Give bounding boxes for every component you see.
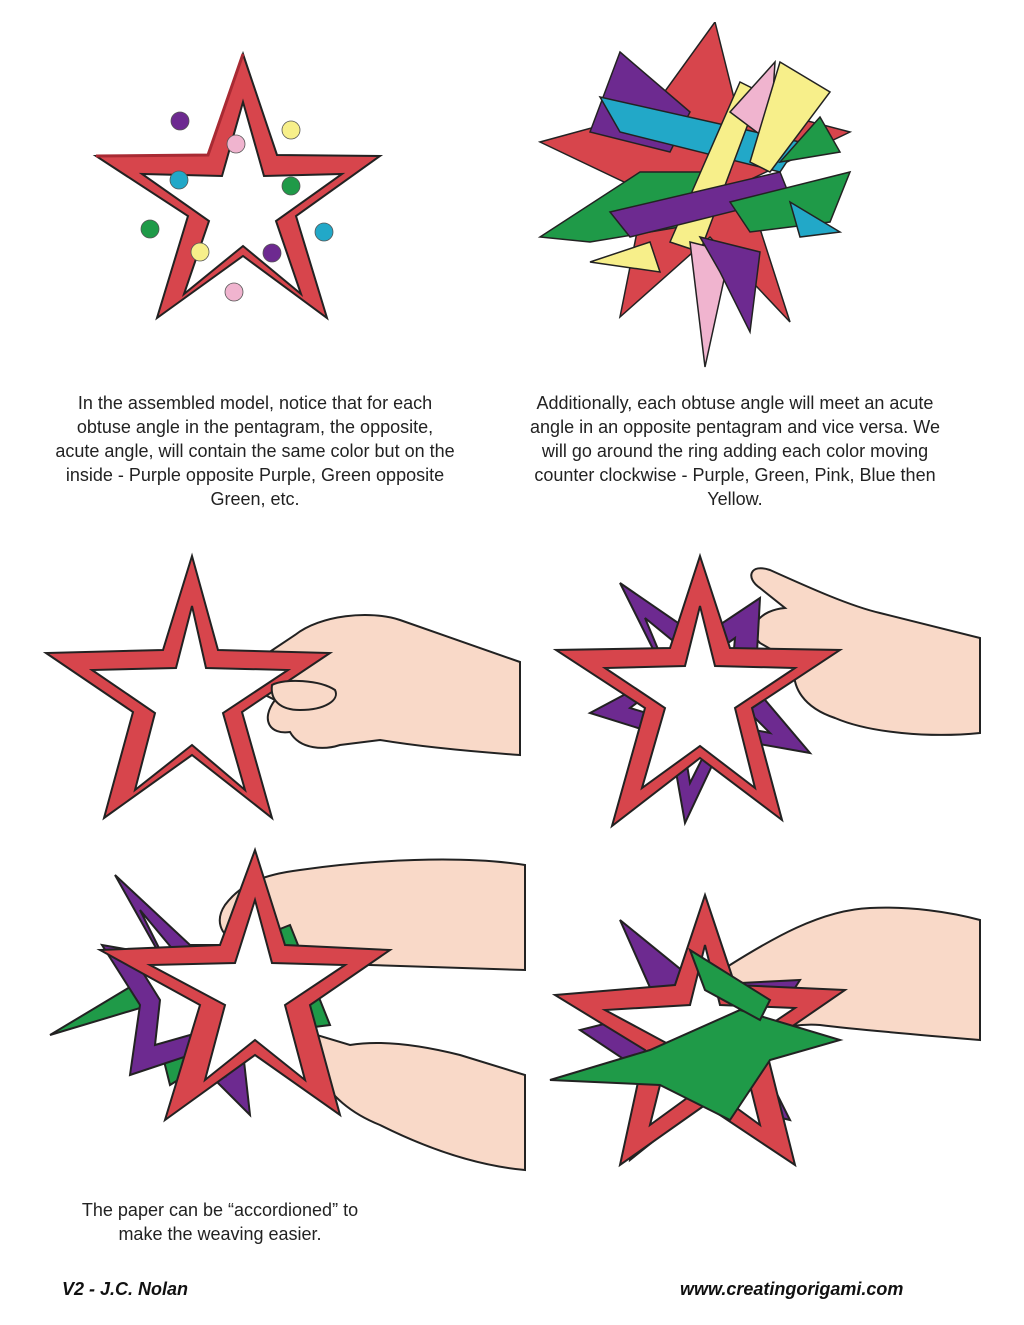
assembled-woven-star: [540, 22, 850, 367]
version-author-label: V2 - J.C. Nolan: [62, 1279, 189, 1299]
pentagram-with-color-dots-figure: [80, 40, 400, 340]
blue-color-dot: [315, 223, 333, 241]
caption-top-right: Additionally, each obtuse angle will meet an acute angle in an opposite pentagram and vice versa. We will go around the ring adding each color moving counter clockwise - Purple, Green, Pink, Blue then Yellow.: [530, 393, 940, 509]
three-star-weaving-figure: [540, 890, 990, 1180]
assembled-star-figure: [530, 22, 870, 372]
hand-holding-star-figure: [40, 550, 530, 830]
two-star-weaving-figure: [550, 548, 990, 838]
caption-bottom-left: The paper can be “accordioned” to make the weaving easier.: [81, 1200, 359, 1244]
pink-color-dot: [225, 283, 243, 301]
yellow-color-dot: [191, 243, 209, 261]
yellow-color-dot: [282, 121, 300, 139]
red-pentagram-frame: [96, 54, 380, 318]
thumb-illustration: [272, 681, 336, 710]
purple-color-dot: [171, 112, 189, 130]
pink-color-dot: [227, 135, 245, 153]
green-color-dot: [282, 177, 300, 195]
blue-color-dot: [170, 171, 188, 189]
caption-top-left: In the assembled model, notice that for each obtuse angle in the pentagram, the opposite, acute angle, will contain the same color but on the inside - Purple opposite Purple, Green opposite Green, etc.: [55, 393, 455, 509]
accordion-weaving-figure: [40, 845, 535, 1175]
purple-color-dot: [263, 244, 281, 262]
website-url[interactable]: www.creatingorigami.com: [680, 1279, 904, 1299]
green-color-dot: [141, 220, 159, 238]
